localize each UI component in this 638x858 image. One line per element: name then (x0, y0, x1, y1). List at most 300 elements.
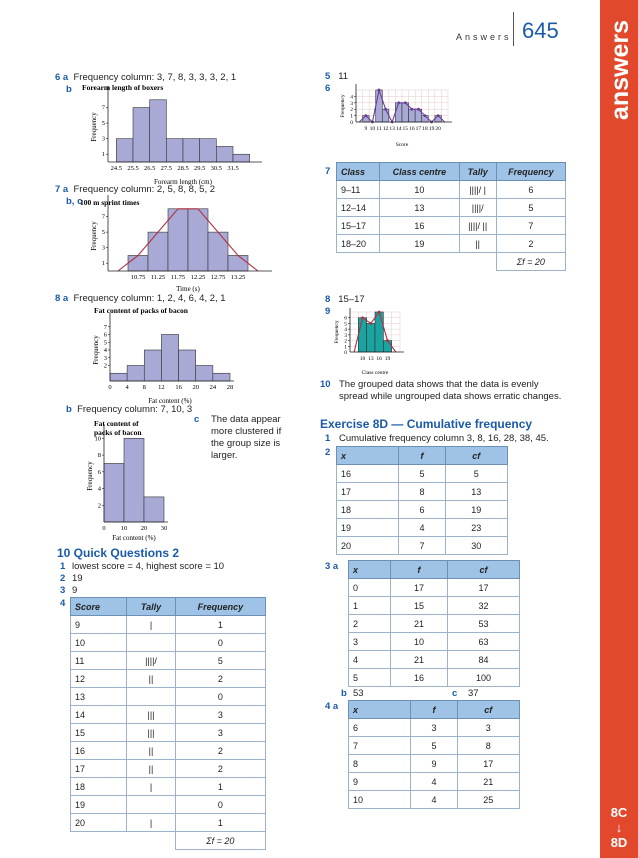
table-row (337, 465, 508, 483)
table-cell: 4 (411, 791, 457, 809)
y-tick-label: 2 (344, 338, 347, 345)
histogram-bar (188, 209, 208, 271)
table-row (71, 814, 266, 832)
polygon-point (397, 101, 400, 104)
section-tab-bottom: 8D (610, 835, 628, 850)
table-cell: 16 (71, 742, 127, 760)
table-row (71, 724, 266, 742)
cf-table-4 (348, 700, 520, 809)
x-tick-label: 0 (102, 525, 106, 532)
q6a-text: Frequency column: 3, 7, 8, 3, 3, 3, 2, 1 (73, 72, 237, 83)
table-cell: 17 (71, 760, 127, 778)
table-header-row (71, 598, 266, 616)
y-tick-label: 2 (97, 502, 101, 510)
histogram-bar (166, 139, 183, 162)
table-row (337, 217, 566, 235)
histogram-bar (383, 341, 391, 352)
running-header-word: Answers (456, 32, 512, 42)
y-tick-label: 1 (350, 113, 353, 120)
x-tick-label: 12 (382, 126, 389, 132)
quick-text: 9 (72, 585, 78, 596)
table-cell: 3 (457, 719, 519, 737)
e3b-num: b (341, 688, 347, 699)
histogram-bar (233, 154, 250, 162)
e3-num: 3 a (325, 561, 339, 572)
y-tick-label: 4 (103, 347, 107, 354)
column-header: cf (445, 447, 507, 465)
x-tick-label: 10 (359, 356, 366, 362)
column-header: Score (71, 598, 127, 616)
table-cell: 1 (175, 814, 265, 832)
y-tick-label: 6 (344, 315, 347, 322)
tally-table (70, 597, 266, 850)
y-axis-label: Frequency (90, 112, 98, 142)
table-cell: ||||/ (127, 652, 175, 670)
histogram-bar (128, 255, 148, 271)
table-cell: 16 (337, 465, 399, 483)
table-cell: 23 (445, 519, 507, 537)
table-cell: 18–20 (337, 235, 380, 253)
x-tick-label: 11 (376, 126, 382, 132)
quick-num: 3 (60, 585, 66, 596)
exercise-heading: Exercise 8D — Cumulative frequency (320, 417, 533, 431)
quick-num: 2 (60, 573, 66, 584)
y-tick-label: 2 (103, 362, 107, 370)
histogram-bar (213, 373, 230, 381)
y-tick-label: 3 (350, 100, 353, 107)
table-cell: 18 (71, 778, 127, 796)
table-cell: 3 (175, 706, 265, 724)
q8-text: 15–17 (338, 294, 365, 305)
table-cell: 10 (380, 181, 459, 199)
x-tick-label: 13 (368, 356, 374, 362)
histogram-bar (200, 139, 217, 162)
column-header: Class centre (380, 163, 459, 181)
polygon-point (361, 316, 364, 319)
histogram-bar (150, 100, 167, 162)
table-cell: 16 (380, 217, 459, 235)
table-cell: ||||/ | (459, 181, 496, 199)
histogram-bar (409, 109, 416, 122)
table-cell: ||||/ (459, 199, 496, 217)
table-cell: 5 (399, 465, 445, 483)
q10-text-1: The grouped data shows that the data is evenly (339, 379, 539, 390)
table-cell: 10 (349, 791, 411, 809)
x-tick-label: 31.5 (227, 165, 239, 172)
y-tick-label: 2 (350, 107, 353, 114)
table-cell: 6 (399, 501, 445, 519)
histogram-bar (124, 438, 144, 522)
histogram-bar (179, 350, 196, 381)
table-cell: 20 (71, 814, 127, 832)
table-cell: 5 (411, 737, 457, 755)
table-cell: 1 (349, 597, 391, 615)
table-row (349, 651, 520, 669)
table-row (349, 579, 520, 597)
histogram-bar (228, 255, 248, 271)
section-tab-top: 8C (610, 805, 628, 820)
table-cell: 9 (349, 773, 411, 791)
x-tick-label: 12 (158, 384, 165, 391)
table-cell: 21 (391, 651, 448, 669)
table-row (337, 501, 508, 519)
histogram-bar (110, 373, 127, 381)
y-tick-label: 5 (344, 321, 347, 328)
table-header-row (349, 701, 520, 719)
polygon-point (410, 108, 413, 111)
table-cell: 100 (447, 669, 519, 687)
sidebar-tab (600, 0, 638, 858)
table-cell: 10 (391, 633, 448, 651)
empty-cell (380, 253, 459, 271)
score-histogram (334, 80, 454, 152)
section-tab-arrow: ↓ (615, 820, 623, 835)
quick-questions-heading: 10 Quick Questions 2 (57, 546, 180, 560)
table-row (349, 791, 520, 809)
y-tick-label: 10 (94, 435, 101, 443)
e1-text: Cumulative frequency column 3, 8, 16, 28, 38, 45. (339, 433, 549, 444)
column-header: f (391, 561, 448, 579)
table-cell: 32 (447, 597, 519, 615)
x-tick-label: 20 (192, 384, 199, 391)
table-cell: 63 (447, 633, 519, 651)
y-axis-label: Frequency (90, 221, 98, 251)
y-tick-label: 3 (103, 354, 107, 362)
table-cell: 2 (175, 742, 265, 760)
histogram-bar (395, 103, 402, 122)
q10-text-2: spread while ungrouped data shows erratic changes. (339, 391, 562, 402)
table-row (337, 537, 508, 555)
table-row (349, 669, 520, 687)
total-cell: Σf = 20 (496, 253, 565, 271)
y-tick-label: 0 (350, 120, 353, 126)
table-row (71, 796, 266, 814)
histogram-bar (382, 109, 389, 122)
q5-text: 11 (338, 71, 349, 82)
polygon-point (404, 101, 407, 104)
x-tick-label: 9 (364, 126, 368, 132)
q8b-text: Frequency column: 7, 10, 3 (77, 404, 193, 415)
quick-item (60, 573, 224, 585)
q10 (320, 379, 561, 403)
histogram-bar (104, 463, 124, 522)
column-header: f (411, 701, 457, 719)
table-cell: 15 (71, 724, 127, 742)
table-cell: 13 (71, 688, 127, 706)
table-cell: 5 (445, 465, 507, 483)
table-cell: 9 (71, 616, 127, 634)
histogram-bar (116, 139, 133, 162)
histogram-bar (196, 366, 213, 382)
histogram-bar (367, 323, 375, 352)
x-tick-label: 20 (435, 126, 441, 132)
table-header-row (337, 447, 508, 465)
quick-num: 1 (60, 561, 66, 572)
q7a-text: Frequency column: 2, 5, 8, 8, 5, 2 (73, 184, 216, 195)
table-cell: 17 (447, 579, 519, 597)
table-cell: 8 (399, 483, 445, 501)
quick-item (60, 561, 224, 573)
q6-num: 6 (325, 83, 331, 94)
x-tick-label: 16 (376, 356, 382, 362)
empty-cell (71, 832, 127, 850)
x-axis-label: Fat content (%) (148, 397, 192, 405)
x-axis-label: Time (s) (176, 285, 200, 293)
e1 (325, 433, 549, 445)
x-tick-label: 11.25 (150, 274, 166, 281)
histogram-bar (168, 209, 188, 271)
x-tick-label: 26.5 (143, 165, 156, 172)
x-tick-label: 0 (108, 384, 112, 391)
histogram-bar (208, 232, 228, 271)
histogram-bar (144, 497, 164, 522)
x-tick-label: 24 (209, 384, 217, 391)
chart-title: Fat content of packs of bacon (94, 306, 188, 315)
y-tick-label: 4 (97, 485, 101, 493)
q9-num: 9 (325, 306, 331, 317)
table-cell: 1 (175, 778, 265, 796)
table-header-row (337, 163, 566, 181)
x-tick-label: 13.25 (230, 274, 246, 281)
column-header: Frequency (496, 163, 565, 181)
table-cell: 4 (349, 651, 391, 669)
y-tick-label: 7 (101, 213, 105, 221)
table-header-row (349, 561, 520, 579)
y-tick-label: 4 (350, 94, 353, 101)
table-row (71, 634, 266, 652)
y-tick-label: 5 (101, 229, 105, 237)
q6b-num: b (66, 84, 72, 95)
table-cell: 17 (457, 755, 519, 773)
table-row (349, 615, 520, 633)
table-row (71, 652, 266, 670)
table-row (71, 778, 266, 796)
x-tick-label: 20 (140, 525, 148, 532)
table-cell: 30 (445, 537, 507, 555)
table-total-row (71, 832, 266, 850)
table-cell: 1 (175, 616, 265, 634)
table-cell: 12 (71, 670, 127, 688)
y-tick-label: 5 (103, 339, 107, 347)
y-tick-label: 1 (101, 260, 105, 268)
x-tick-label: 30 (160, 525, 168, 532)
y-tick-label: 7 (101, 104, 105, 112)
table-row (337, 235, 566, 253)
table-cell: 18 (337, 501, 399, 519)
table-cell: 9 (411, 755, 457, 773)
quick-list (60, 561, 224, 597)
table-cell: 8 (349, 755, 411, 773)
y-axis-label: Frequency (340, 94, 346, 118)
table-row (349, 773, 520, 791)
x-tick-label: 18 (422, 126, 428, 132)
y-tick-label: 8 (97, 452, 101, 460)
y-axis-label: Frequency (92, 335, 100, 365)
column-header: x (349, 701, 411, 719)
x-axis-label: Fat content (%) (112, 534, 156, 542)
table-cell: 16 (391, 669, 448, 687)
e3c (452, 688, 479, 700)
column-header: x (349, 561, 391, 579)
polygon-point (378, 311, 381, 314)
chart-title: Fat content of (94, 419, 139, 428)
y-tick-label: 6 (103, 331, 107, 339)
polygon-point (384, 108, 387, 111)
histogram-bar (183, 139, 200, 162)
page-number: 645 (522, 18, 559, 43)
histogram-bar (133, 108, 150, 162)
table-row (71, 670, 266, 688)
x-tick-label: 29.5 (193, 165, 206, 172)
x-axis-label: Class centre (361, 370, 389, 376)
y-tick-label: 1 (101, 151, 105, 159)
table-cell: 6 (496, 181, 565, 199)
table-row (71, 616, 266, 634)
q10-num: 10 (320, 379, 331, 390)
table-cell: 19 (380, 235, 459, 253)
table-cell: 19 (71, 796, 127, 814)
x-tick-label: 8 (142, 384, 146, 391)
table-row (71, 760, 266, 778)
sidebar-word: answers (606, 20, 634, 121)
table-row (71, 706, 266, 724)
empty-cell (459, 253, 496, 271)
q5-num: 5 (325, 71, 331, 82)
x-tick-label: 28.5 (177, 165, 189, 172)
grouped-histogram (334, 308, 406, 378)
table-cell: 14 (71, 706, 127, 724)
polygon-point (417, 108, 420, 111)
histogram-bar (216, 146, 233, 162)
table-cell: 11 (71, 652, 127, 670)
y-tick-label: 3 (344, 332, 347, 339)
table-cell: 3 (175, 724, 265, 742)
polygon-point (424, 114, 427, 117)
x-tick-label: 14 (395, 126, 402, 132)
table-cell: 17 (337, 483, 399, 501)
q6a-num: 6 a (55, 72, 69, 83)
table-cell: 10 (71, 634, 127, 652)
x-tick-label: 17 (415, 126, 422, 132)
polygon-point (386, 339, 389, 342)
e3c-text: 37 (468, 688, 479, 699)
forearm-histogram (78, 80, 268, 185)
table-row (337, 199, 566, 217)
q8c (194, 414, 294, 462)
y-tick-label: 3 (101, 244, 105, 252)
x-tick-label: 12.75 (210, 274, 226, 281)
table-cell: 13 (380, 199, 459, 217)
table-cell: 4 (411, 773, 457, 791)
x-tick-label: 30.5 (210, 165, 223, 172)
table-row (349, 719, 520, 737)
table-cell: 12–14 (337, 199, 380, 217)
column-header: cf (457, 701, 519, 719)
table-row (349, 755, 520, 773)
table-cell: 7 (399, 537, 445, 555)
table-cell: 13 (445, 483, 507, 501)
chart-title: 100 m sprint times (80, 198, 140, 207)
table-cell: 7 (349, 737, 411, 755)
y-tick-label: 5 (101, 120, 105, 128)
histogram-bar (375, 312, 383, 352)
table-cell: 25 (457, 791, 519, 809)
table-row (349, 737, 520, 755)
e3c-num: c (452, 688, 458, 699)
table-cell: 5 (496, 199, 565, 217)
table-cell: 21 (391, 615, 448, 633)
y-axis-label: Frequency (334, 320, 340, 344)
q8a-text: Frequency column: 1, 2, 4, 6, 4, 2, 1 (73, 293, 226, 304)
table-cell: || (127, 742, 175, 760)
table-cell: | (127, 778, 175, 796)
empty-cell (337, 253, 380, 271)
table-cell (127, 634, 175, 652)
cf-table-2 (336, 446, 508, 555)
total-cell: Σf = 20 (175, 832, 265, 850)
column-header: cf (447, 561, 519, 579)
y-tick-label: 0 (344, 350, 347, 356)
table-row (337, 181, 566, 199)
histogram-bar (358, 318, 366, 352)
histogram-bar (161, 335, 178, 382)
sprint-histogram (78, 195, 278, 293)
e3b (341, 688, 364, 700)
y-tick-label: 6 (97, 468, 101, 476)
q8c-num: c (194, 414, 200, 425)
x-axis-label: Score (395, 142, 409, 148)
polygon-point (437, 114, 440, 117)
table-cell: ||| (127, 724, 175, 742)
table-cell: 2 (175, 670, 265, 688)
polygon-point (378, 89, 381, 92)
q7-num: 7 (325, 166, 331, 177)
table-cell: | (127, 616, 175, 634)
column-header: Frequency (175, 598, 265, 616)
table-cell: 4 (399, 519, 445, 537)
x-tick-label: 25.5 (127, 165, 139, 172)
q8a-num: 8 a (55, 293, 69, 304)
y-axis-label: Frequency (86, 461, 94, 491)
column-header: x (337, 447, 399, 465)
table-cell: 5 (175, 652, 265, 670)
q7bc-num: b, c (66, 196, 83, 207)
q7a-num: 7 a (55, 184, 69, 195)
q8a (55, 293, 226, 305)
table-cell: 7 (496, 217, 565, 235)
table-cell: ||| (127, 706, 175, 724)
y-tick-label: 1 (344, 344, 347, 351)
class-table (336, 162, 566, 271)
histogram-bar (144, 350, 161, 381)
table-cell: 19 (337, 519, 399, 537)
x-tick-label: 10 (369, 126, 376, 132)
table-row (337, 483, 508, 501)
histogram-bar (376, 90, 383, 122)
x-tick-label: 4 (125, 384, 129, 391)
table-cell: 53 (447, 615, 519, 633)
table-cell: || (127, 760, 175, 778)
y-tick-label: 4 (344, 327, 347, 334)
bacon-histogram-a (80, 305, 260, 405)
table-total-row (337, 253, 566, 271)
table-cell: || (127, 670, 175, 688)
polygon-point (364, 114, 367, 117)
x-tick-label: 13 (389, 126, 395, 132)
q8c-text: The data appear more clustered if the group size is larger. (211, 414, 282, 461)
x-tick-label: 10 (120, 525, 128, 532)
table-cell: || (459, 235, 496, 253)
